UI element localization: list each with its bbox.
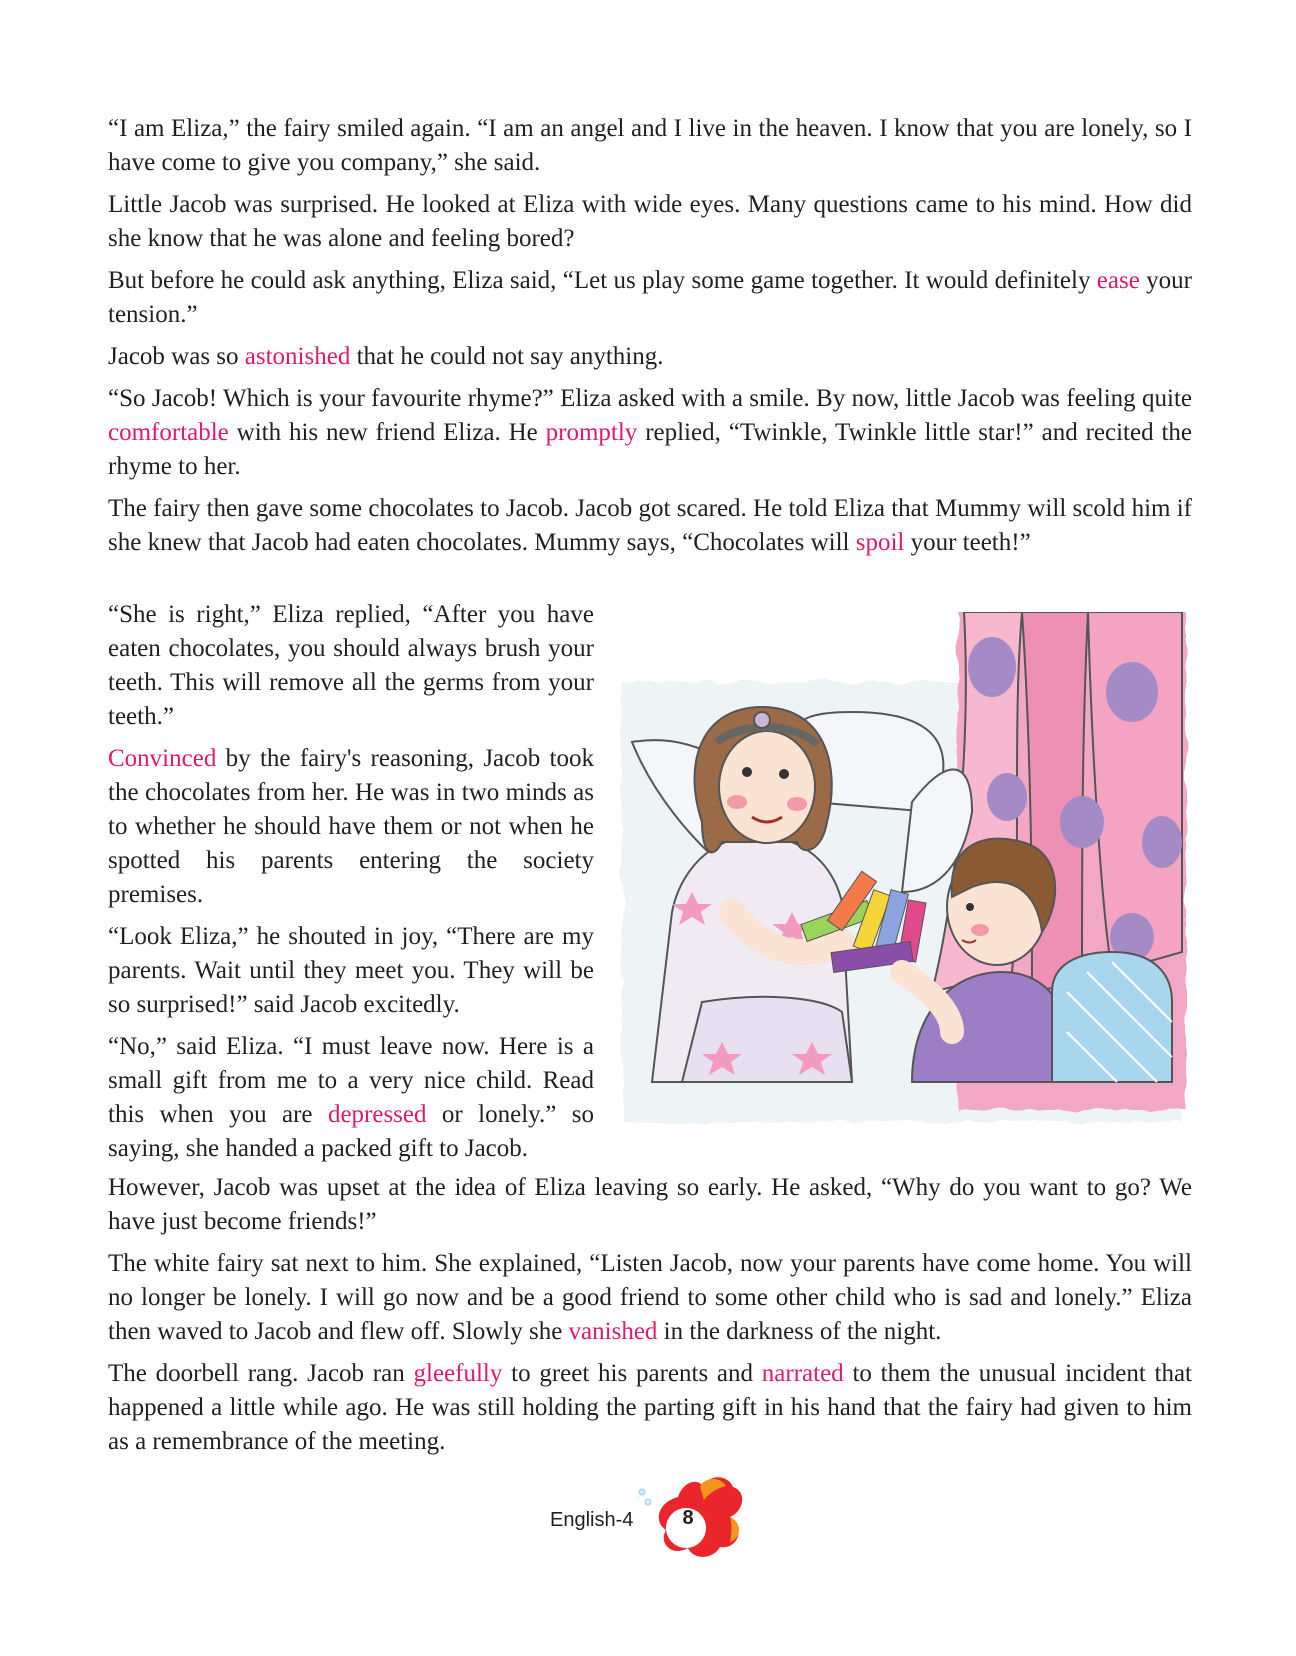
vocabulary-word: narrated	[761, 1360, 844, 1387]
story-paragraph	[108, 1171, 1192, 1239]
paragraph-text: “No,” said Eliza. “I must leave now. Here is a small gift from me to a very nice child. Read this when you are	[108, 1033, 594, 1128]
story-paragraph	[108, 1357, 1192, 1459]
paragraph-text: The doorbell rang. Jacob ran	[108, 1360, 414, 1387]
paragraph-text: with his new friend Eliza. He	[228, 419, 546, 446]
paragraph-text: in the darkness of the night.	[657, 1318, 942, 1345]
paragraph-text: that he could not say anything.	[350, 343, 664, 370]
paragraph-text: The white fairy sat next to him. She explained, “Listen Jacob, now your parents have come home. You will no longer be lonely. I will go now and be a good friend to some other child who is sad and lonely.” Eliza then waved to Jacob and flew off. Slowly she	[108, 1250, 1192, 1345]
paragraph-text: Jacob was so	[108, 343, 245, 370]
paragraph-text: to greet his parents and	[502, 1360, 762, 1387]
story-paragraph	[108, 742, 594, 912]
story-paragraph	[108, 1247, 1192, 1349]
story-bottom-block	[108, 1171, 1192, 1467]
story-paragraph	[108, 1030, 594, 1166]
page-number: 8	[682, 1507, 694, 1529]
paragraph-text: “So Jacob! Which is your favourite rhyme?” Eliza asked with a smile. By now, little Jacob was feeling quite	[108, 385, 1192, 412]
paragraph-text: “I am Eliza,” the fairy smiled again. “I am an angel and I live in the heaven. I know that you are lonely, so I have come to give you company,” she said.	[108, 115, 1192, 176]
story-top-block	[108, 112, 1192, 568]
paragraph-text: to them the unusual incident that happened a little while ago. He was still holding the parting gift in his hand that the fairy had given to him as a remembrance of the meeting.	[108, 1360, 1193, 1455]
paragraph-text: by the fairy's reasoning, Jacob took the chocolates from her. He was in two minds as to whether he should have them or not when he spotted his parents entering the society premises.	[108, 745, 594, 908]
vocabulary-word: comfortable	[108, 419, 229, 446]
paragraph-text: “Look Eliza,” he shouted in joy, “There are my parents. Wait until they meet you. They will be so surprised!” said Jacob excitedly.	[108, 923, 594, 1018]
story-paragraph	[108, 920, 594, 1022]
story-paragraph	[108, 492, 1192, 560]
story-paragraph	[108, 264, 1192, 332]
story-paragraph	[108, 188, 1192, 256]
vocabulary-word: vanished	[568, 1318, 658, 1345]
paragraph-text: your teeth!”	[904, 529, 1031, 556]
story-paragraph	[108, 112, 1192, 180]
fairy-giving-chocolates-illustration	[612, 612, 1190, 1132]
paragraph-text: However, Jacob was upset at the idea of Eliza leaving so early. He asked, “Why do you want to go? We have just become friends!”	[108, 1174, 1192, 1235]
vocabulary-word: astonished	[244, 343, 351, 370]
paragraph-text: “She is right,” Eliza replied, “After you have eaten chocolates, you should always brush your teeth. This will remove all the germs from your teeth.”	[108, 601, 594, 730]
story-paragraph	[108, 340, 1192, 374]
vocabulary-word: gleefully	[413, 1360, 503, 1387]
paragraph-text: Little Jacob was surprised. He looked at Eliza with wide eyes. Many questions came to his mind. How did she know that he was alone and feeling bored?	[108, 191, 1192, 252]
paragraph-text: replied, “Twinkle, Twinkle little star!” and recited the rhyme to her.	[108, 419, 1192, 480]
story-paragraph	[108, 382, 1192, 484]
paragraph-text: But before he could ask anything, Eliza said, “Let us play some game together. It would definitely	[108, 267, 1097, 294]
book-title-label: English-4	[550, 1509, 634, 1531]
paragraph-text: or lonely.” so saying, she handed a packed gift to Jacob.	[108, 1101, 595, 1162]
paragraph-text: your tension.”	[108, 267, 1192, 328]
vocabulary-word: promptly	[545, 419, 638, 446]
vocabulary-word: depressed	[327, 1101, 427, 1128]
vocabulary-word: spoil	[855, 529, 905, 556]
vocabulary-word: Convinced	[108, 745, 217, 772]
story-left-column	[108, 598, 594, 1174]
paragraph-text: The fairy then gave some chocolates to Jacob. Jacob got scared. He told Eliza that Mummy will scold him if she knew that Jacob had eaten chocolates. Mummy says, “Chocolates will	[108, 495, 1192, 556]
story-paragraph	[108, 598, 594, 734]
vocabulary-word: ease	[1096, 267, 1140, 294]
